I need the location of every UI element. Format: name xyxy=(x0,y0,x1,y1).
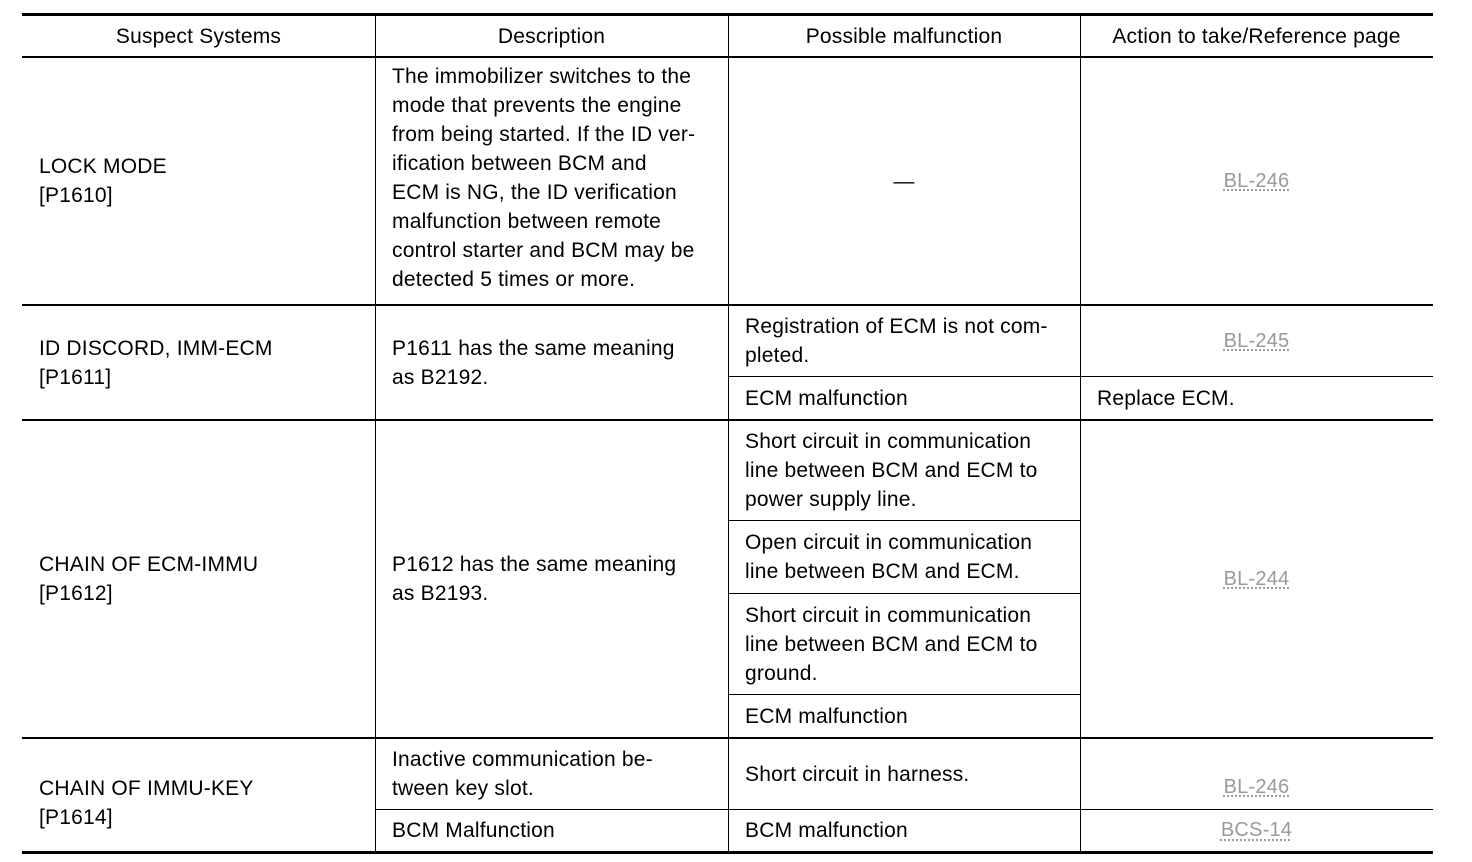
malfunction-text: BCM malfunction xyxy=(745,819,908,842)
malfunction-text: Registration of ECM is not com- pleted. xyxy=(745,315,1048,367)
chain-key-system xyxy=(22,739,375,851)
chain-key-malfunction-1 xyxy=(728,739,1080,809)
reference-link[interactable]: BL-244 xyxy=(1223,567,1290,590)
chain-key-malfunction-2 xyxy=(728,810,1080,851)
header-description xyxy=(375,16,728,56)
description-text: Inactive communication be- tween key slot. xyxy=(392,748,653,800)
description-text: BCM Malfunction xyxy=(392,819,555,842)
system-label: ID DISCORD, IMM-ECM [P1611] xyxy=(39,336,273,389)
chain-ecm-malfunction-4 xyxy=(728,695,1080,737)
lock-mode-action xyxy=(1080,58,1433,304)
chain-ecm-system xyxy=(22,421,375,737)
system-label: LOCK MODE [P1610] xyxy=(39,155,167,207)
lock-mode-system xyxy=(22,58,375,304)
chain-key-description-1 xyxy=(375,739,728,809)
chain-ecm-malfunction-3 xyxy=(728,594,1080,694)
reference-link[interactable]: BL-246 xyxy=(1223,169,1290,192)
id-discord-action-1 xyxy=(1080,306,1433,376)
chain-ecm-malfunction-1 xyxy=(728,421,1080,520)
chain-ecm-action xyxy=(1080,421,1433,737)
chain-key-action-1 xyxy=(1080,739,1433,809)
header-label: Description xyxy=(497,24,606,48)
chain-ecm-description xyxy=(375,421,728,737)
action-text: Replace ECM. xyxy=(1097,386,1235,410)
description-text: The immobilizer switches to the mode that prevents the engine from being started. If the ID ver- ification between BCM and ECM is NG, the ID verification malfunction between remote control starter and BCM may be detected 5 times or more. xyxy=(392,65,696,291)
diagnosis-table xyxy=(22,13,1433,854)
header-possible-malfunction xyxy=(728,16,1080,56)
malfunction-text: Short circuit in communication line between BCM and ECM to ground. xyxy=(745,603,1038,685)
header-suspect-systems xyxy=(22,16,375,56)
id-discord-malfunction-2 xyxy=(728,377,1080,419)
id-discord-description xyxy=(375,306,728,419)
chain-key-action-2 xyxy=(1080,810,1433,851)
chain-key-description-2 xyxy=(375,810,728,851)
id-discord-action-2 xyxy=(1080,377,1433,419)
chain-ecm-malfunction-2 xyxy=(728,521,1080,593)
description-text: P1612 has the same meaning as B2193. xyxy=(392,553,677,605)
reference-link[interactable]: BCS-14 xyxy=(1220,819,1293,841)
id-discord-system xyxy=(22,306,375,419)
header-action xyxy=(1080,16,1433,56)
malfunction-text: Short circuit in communication line between BCM and ECM to power supply line. xyxy=(745,430,1038,511)
malfunction-dash: — xyxy=(893,169,915,193)
id-discord-malfunction-1 xyxy=(728,306,1080,376)
system-label: CHAIN OF IMMU-KEY [P1614] xyxy=(39,777,254,829)
description-text: P1611 has the same meaning as B2192. xyxy=(392,336,675,389)
reference-link[interactable]: BL-245 xyxy=(1223,329,1290,352)
malfunction-text: ECM malfunction xyxy=(745,704,908,728)
system-label: CHAIN OF ECM-IMMU [P1612] xyxy=(39,553,259,605)
malfunction-text: Short circuit in harness. xyxy=(745,762,970,786)
malfunction-text: ECM malfunction xyxy=(745,386,908,410)
header-label: Suspect Systems xyxy=(115,24,282,48)
lock-mode-malfunction xyxy=(728,58,1080,304)
header-label: Action to take/Reference page xyxy=(1112,24,1401,48)
reference-link[interactable]: BL-246 xyxy=(1223,775,1290,798)
header-label: Possible malfunction xyxy=(805,24,1003,48)
lock-mode-description xyxy=(375,62,728,304)
malfunction-text: Open circuit in communication line between BCM and ECM. xyxy=(745,531,1033,583)
